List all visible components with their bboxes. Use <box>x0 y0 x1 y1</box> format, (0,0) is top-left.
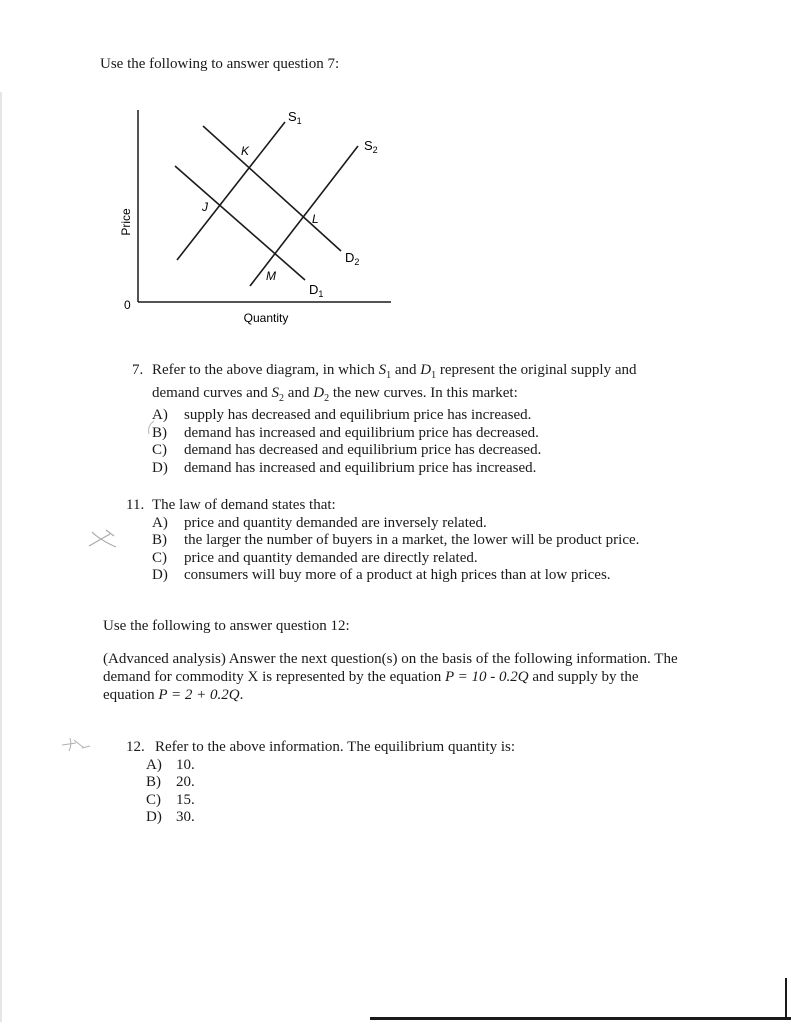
question7-stem-line1: 7. Refer to the above diagram, in which $S_1$ and $D_1$ represent the original supply and <box>132 362 637 381</box>
question7-stem-line2: demand curves and $S_2$ and $D_2$ the new curves. In this market: <box>152 384 518 404</box>
pencil-x-mark-q11 <box>86 528 120 550</box>
question12-option-d: D) 30. <box>146 809 195 825</box>
demand-curve-d1 <box>175 166 305 280</box>
origin-label: 0 <box>124 298 131 312</box>
supply-curve-s2 <box>250 146 358 286</box>
question11-option-a: A) price and quantity demanded are inversely related. <box>152 514 487 531</box>
question12-stem: 12. Refer to the above information. The equilibrium quantity is: <box>126 739 516 755</box>
question11-number: 11. <box>126 497 145 513</box>
question11-option-c: C) price and quantity demanded are directly related. <box>152 549 478 566</box>
question11-option-b: B) the larger the number of buyers in a market, the lower will be product price. <box>152 532 640 548</box>
demand-curve-d2 <box>203 126 341 251</box>
question-12 <box>126 739 515 827</box>
question12-option-c: C) 15. <box>146 791 195 808</box>
supply-demand-graph <box>100 100 400 330</box>
question7-number: 7. <box>132 362 144 378</box>
question12-option-a: A) 10. <box>146 756 195 773</box>
supply-curve-s1 <box>177 122 285 260</box>
scan-edge-bottom <box>370 1017 791 1020</box>
advanced-analysis-paragraph: (Advanced analysis) Answer the next question(s) on the basis of the following information. The demand for commodity X is represented by the equation P = 10 - 0.2Q and supply by the equation P = 2 + 0.2Q. <box>103 651 678 703</box>
question7-option-d: D) demand has increased and equilibrium price has increased. <box>152 459 537 476</box>
pencil-mark-q7 <box>144 420 158 436</box>
question12-header: Use the following to answer question 12: <box>103 618 350 634</box>
point-l: L <box>312 212 319 226</box>
question-11 <box>126 497 639 585</box>
question12-option-b: B) 20. <box>146 774 195 790</box>
question12-number: 12. <box>126 739 145 755</box>
question7-option-c: C) demand has decreased and equilibrium price has decreased. <box>152 442 542 458</box>
label-s1: $S_1$ <box>288 109 302 126</box>
question7-option-b: B) demand has increased and equilibrium price has decreased. <box>152 424 539 441</box>
question7-header: Use the following to answer question 7: <box>100 56 340 72</box>
x-axis-label: Quantity <box>243 311 289 325</box>
question-7 <box>132 362 636 477</box>
point-m: M <box>266 269 276 283</box>
scan-edge-right <box>785 978 787 1020</box>
question11-stem: 11. The law of demand states that: <box>126 497 336 513</box>
point-k: K <box>241 144 250 158</box>
y-axis-label: Price <box>119 208 133 236</box>
question11-option-d: D) consumers will buy more of a product at high prices than at low prices. <box>152 567 611 583</box>
question7-option-a: A) supply has decreased and equilibrium price has increased. <box>152 407 532 423</box>
point-j: J <box>202 200 208 214</box>
label-d1: $D_1$ <box>309 282 324 299</box>
label-d2: $D_2$ <box>345 250 360 267</box>
label-s2: $S_2$ <box>364 138 378 155</box>
scan-shadow-left <box>0 92 2 1022</box>
pencil-mark-q12 <box>60 736 92 754</box>
